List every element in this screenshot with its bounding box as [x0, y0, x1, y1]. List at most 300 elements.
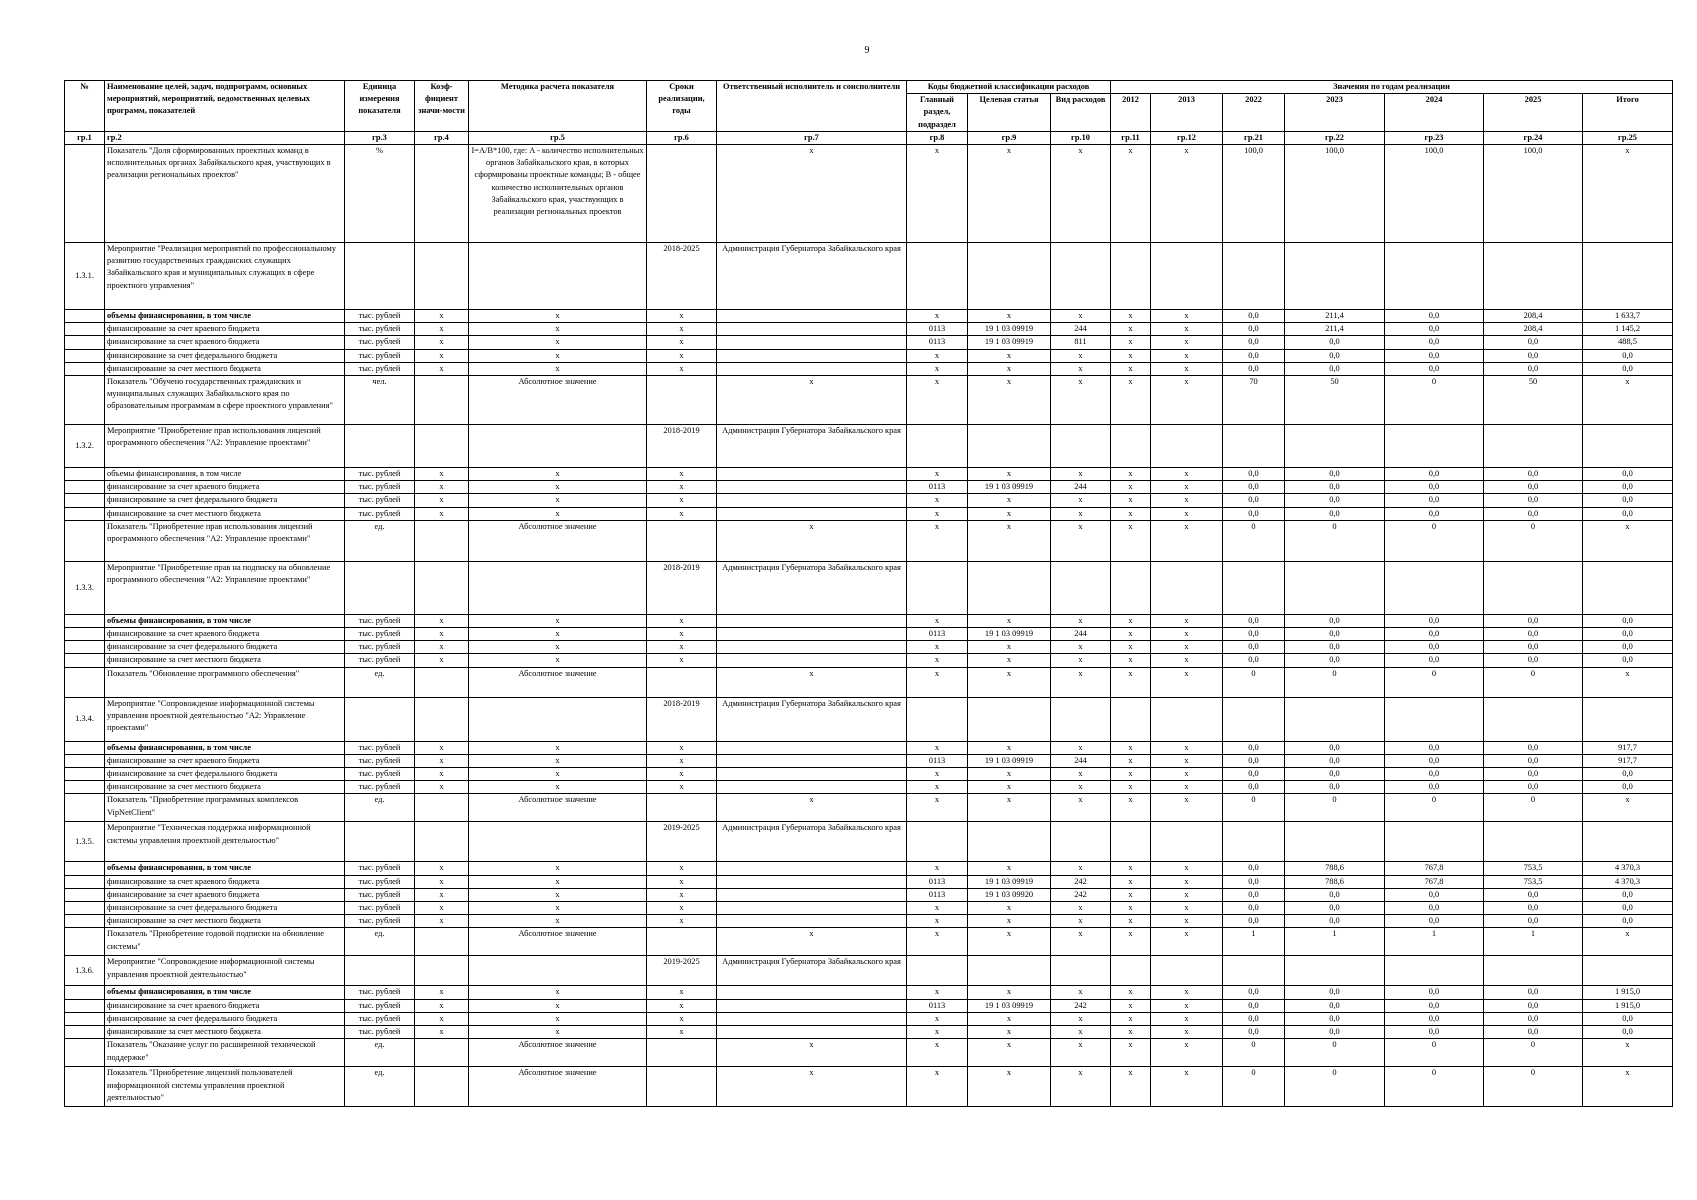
- column-number: гр.3: [345, 131, 415, 144]
- value-cell: 0,0: [1285, 481, 1385, 494]
- responsible-cell: [717, 494, 907, 507]
- value-cell: [1583, 822, 1673, 862]
- value-cell: 0,0: [1484, 1026, 1583, 1039]
- value-cell: [1051, 697, 1111, 741]
- value-cell: 242: [1051, 888, 1111, 901]
- period-cell: x: [647, 888, 717, 901]
- header-method: Методика расчета показателя: [469, 81, 647, 132]
- value-cell: 4 370,3: [1583, 875, 1673, 888]
- no-cell: [65, 641, 105, 654]
- value-cell: x: [968, 1012, 1051, 1025]
- value-cell: 0,0: [1223, 349, 1285, 362]
- column-number-row: [65, 131, 1673, 144]
- responsible-cell: [717, 310, 907, 323]
- value-cell: 0113: [907, 481, 968, 494]
- financing-row: [65, 614, 1673, 627]
- value-cell: x: [907, 641, 968, 654]
- value-cell: x: [1051, 507, 1111, 520]
- value-cell: x: [1051, 741, 1111, 754]
- value-cell: [1484, 822, 1583, 862]
- financing-name: финансирование за счет федерального бюджета: [105, 1012, 345, 1025]
- value-cell: x: [907, 468, 968, 481]
- header-responsible: Ответственный исполнитель и соисполнители: [717, 81, 907, 132]
- financing-name: финансирование за счет краевого бюджета: [105, 754, 345, 767]
- value-cell: 488,5: [1583, 336, 1673, 349]
- unit-cell: %: [345, 145, 415, 243]
- value-cell: x: [1151, 741, 1223, 754]
- financing-name: финансирование за счет федерального бюджета: [105, 768, 345, 781]
- value-cell: [1484, 243, 1583, 310]
- value-cell: 100,0: [1484, 145, 1583, 243]
- financing-name: финансирование за счет краевого бюджета: [105, 999, 345, 1012]
- value-cell: 0,0: [1223, 1012, 1285, 1025]
- financing-row: [65, 999, 1673, 1012]
- financing-name: финансирование за счет местного бюджета: [105, 781, 345, 794]
- financing-row: [65, 654, 1673, 667]
- value-cell: 0,0: [1484, 481, 1583, 494]
- financing-row: [65, 741, 1673, 754]
- method-cell: I=A/B*100, где: A - количество исполнительных органов Забайкальского края, в которых сформированы проектные команды; B - общее количество исполнительных органов Забайкальского края, участвующих в реализации региональных проектов: [469, 145, 647, 243]
- value-cell: x: [1151, 654, 1223, 667]
- coef-cell: x: [415, 628, 469, 641]
- responsible-cell: [717, 468, 907, 481]
- value-cell: [1223, 697, 1285, 741]
- value-cell: [907, 697, 968, 741]
- value-cell: 0,0: [1285, 507, 1385, 520]
- value-cell: [1223, 822, 1285, 862]
- method-cell: x: [469, 349, 647, 362]
- value-cell: 0,0: [1285, 888, 1385, 901]
- value-cell: 1: [1285, 928, 1385, 956]
- value-cell: [1051, 425, 1111, 468]
- unit-cell: тыс. рублей: [345, 999, 415, 1012]
- value-cell: 0,0: [1385, 1012, 1484, 1025]
- no-cell: [65, 875, 105, 888]
- value-cell: x: [1051, 494, 1111, 507]
- value-cell: [1051, 822, 1111, 862]
- value-cell: x: [1111, 781, 1151, 794]
- no-cell: [65, 520, 105, 561]
- value-cell: 0: [1385, 667, 1484, 697]
- event-number: 1.3.3.: [65, 561, 105, 614]
- period-cell: x: [647, 614, 717, 627]
- value-cell: 0: [1484, 794, 1583, 822]
- coef-cell: x: [415, 494, 469, 507]
- coef-cell: x: [415, 362, 469, 375]
- period-cell: 2018-2025: [647, 243, 717, 310]
- value-cell: 0,0: [1285, 915, 1385, 928]
- value-cell: 0: [1385, 1067, 1484, 1107]
- method-cell: x: [469, 986, 647, 999]
- value-cell: x: [1151, 986, 1223, 999]
- no-cell: [65, 614, 105, 627]
- column-number: гр.6: [647, 131, 717, 144]
- value-cell: [1285, 561, 1385, 614]
- responsible-cell: x: [717, 928, 907, 956]
- value-cell: x: [968, 614, 1051, 627]
- period-cell: x: [647, 494, 717, 507]
- method-cell: x: [469, 323, 647, 336]
- value-cell: x: [1051, 654, 1111, 667]
- value-cell: 0,0: [1223, 362, 1285, 375]
- column-number: гр.11: [1111, 131, 1151, 144]
- value-cell: 0,0: [1223, 468, 1285, 481]
- value-cell: x: [968, 741, 1051, 754]
- value-cell: 0,0: [1484, 754, 1583, 767]
- value-cell: x: [1151, 667, 1223, 697]
- value-cell: 0,0: [1484, 494, 1583, 507]
- value-cell: x: [1111, 349, 1151, 362]
- value-cell: [1285, 425, 1385, 468]
- header-year-2024: 2024: [1385, 94, 1484, 132]
- event-row: [65, 425, 1673, 468]
- value-cell: x: [1151, 1039, 1223, 1067]
- unit-cell: [345, 561, 415, 614]
- value-cell: [1151, 697, 1223, 741]
- column-number: гр.4: [415, 131, 469, 144]
- value-cell: 0,0: [1583, 641, 1673, 654]
- column-number: гр.2: [105, 131, 345, 144]
- value-cell: x: [1111, 628, 1151, 641]
- financing-row: [65, 1012, 1673, 1025]
- responsible-cell: x: [717, 376, 907, 425]
- value-cell: [1151, 425, 1223, 468]
- coef-cell: x: [415, 323, 469, 336]
- value-cell: [968, 956, 1051, 986]
- value-cell: x: [1111, 376, 1151, 425]
- value-cell: 0113: [907, 628, 968, 641]
- value-cell: [1111, 956, 1151, 986]
- responsible-cell: [717, 323, 907, 336]
- value-cell: [1151, 243, 1223, 310]
- period-cell: x: [647, 1026, 717, 1039]
- unit-cell: тыс. рублей: [345, 481, 415, 494]
- value-cell: x: [1111, 336, 1151, 349]
- header-total: Итого: [1583, 94, 1673, 132]
- method-cell: [469, 697, 647, 741]
- method-cell: x: [469, 888, 647, 901]
- value-cell: 70: [1223, 376, 1285, 425]
- value-cell: 0: [1385, 376, 1484, 425]
- value-cell: 0,0: [1583, 1012, 1673, 1025]
- value-cell: x: [1051, 781, 1111, 794]
- value-cell: 0,0: [1385, 754, 1484, 767]
- value-cell: [968, 697, 1051, 741]
- responsible-cell: [717, 862, 907, 875]
- event-row: [65, 956, 1673, 986]
- value-cell: x: [1151, 754, 1223, 767]
- value-cell: x: [1151, 915, 1223, 928]
- value-cell: [1051, 956, 1111, 986]
- value-cell: 0: [1285, 1039, 1385, 1067]
- value-cell: 1: [1385, 928, 1484, 956]
- no-cell: [65, 928, 105, 956]
- unit-cell: тыс. рублей: [345, 641, 415, 654]
- unit-cell: тыс. рублей: [345, 468, 415, 481]
- value-cell: 242: [1051, 875, 1111, 888]
- financing-name: финансирование за счет федерального бюджета: [105, 494, 345, 507]
- value-cell: 0,0: [1223, 754, 1285, 767]
- value-cell: x: [1111, 362, 1151, 375]
- coef-cell: x: [415, 336, 469, 349]
- value-cell: x: [968, 376, 1051, 425]
- value-cell: [1223, 956, 1285, 986]
- responsible-cell: x: [717, 145, 907, 243]
- no-cell: [65, 986, 105, 999]
- indicator-row: [65, 667, 1673, 697]
- value-cell: 0,0: [1583, 468, 1673, 481]
- unit-cell: тыс. рублей: [345, 507, 415, 520]
- value-cell: 0,0: [1285, 754, 1385, 767]
- value-cell: 0,0: [1583, 362, 1673, 375]
- event-number: 1.3.4.: [65, 697, 105, 741]
- no-cell: [65, 1012, 105, 1025]
- value-cell: x: [1111, 323, 1151, 336]
- value-cell: 0: [1484, 667, 1583, 697]
- financing-name: финансирование за счет краевого бюджета: [105, 336, 345, 349]
- value-cell: [1151, 561, 1223, 614]
- value-cell: 0: [1223, 1067, 1285, 1107]
- value-cell: x: [1111, 310, 1151, 323]
- coef-cell: [415, 425, 469, 468]
- event-row: [65, 561, 1673, 614]
- financing-name: объемы финансирования, в том числе: [105, 614, 345, 627]
- financing-name: финансирование за счет краевого бюджета: [105, 888, 345, 901]
- value-cell: x: [1111, 667, 1151, 697]
- method-cell: x: [469, 902, 647, 915]
- value-cell: 0,0: [1385, 1026, 1484, 1039]
- financing-row: [65, 986, 1673, 999]
- value-cell: 0,0: [1484, 986, 1583, 999]
- period-cell: x: [647, 654, 717, 667]
- value-cell: 0,0: [1484, 349, 1583, 362]
- value-cell: x: [1151, 494, 1223, 507]
- value-cell: 1 145,2: [1583, 323, 1673, 336]
- financing-row: [65, 875, 1673, 888]
- value-cell: 0,0: [1285, 1026, 1385, 1039]
- value-cell: 0,0: [1385, 507, 1484, 520]
- unit-cell: тыс. рублей: [345, 349, 415, 362]
- value-cell: x: [968, 781, 1051, 794]
- value-cell: [1223, 561, 1285, 614]
- value-cell: x: [1051, 902, 1111, 915]
- value-cell: 50: [1484, 376, 1583, 425]
- value-cell: 0,0: [1223, 654, 1285, 667]
- financing-name: объемы финансирования, в том числе: [105, 468, 345, 481]
- unit-cell: тыс. рублей: [345, 888, 415, 901]
- value-cell: x: [907, 614, 968, 627]
- value-cell: x: [968, 915, 1051, 928]
- value-cell: [1385, 697, 1484, 741]
- financing-name: финансирование за счет местного бюджета: [105, 1026, 345, 1039]
- value-cell: 0: [1285, 1067, 1385, 1107]
- value-cell: 19 1 03 09919: [968, 628, 1051, 641]
- no-cell: [65, 1026, 105, 1039]
- column-number: гр.8: [907, 131, 968, 144]
- value-cell: x: [1051, 862, 1111, 875]
- value-cell: x: [1051, 1012, 1111, 1025]
- method-cell: x: [469, 614, 647, 627]
- unit-cell: тыс. рублей: [345, 862, 415, 875]
- financing-name: объемы финансирования, в том числе: [105, 310, 345, 323]
- value-cell: 19 1 03 09919: [968, 875, 1051, 888]
- event-name: Мероприятие "Техническая поддержка информационной системы управления проектной деятельностью": [105, 822, 345, 862]
- value-cell: 0: [1285, 667, 1385, 697]
- value-cell: 788,6: [1285, 875, 1385, 888]
- method-cell: x: [469, 362, 647, 375]
- value-cell: 0,0: [1223, 862, 1285, 875]
- period-cell: x: [647, 781, 717, 794]
- financing-row: [65, 915, 1673, 928]
- value-cell: 0,0: [1285, 781, 1385, 794]
- coef-cell: x: [415, 654, 469, 667]
- value-cell: x: [1583, 667, 1673, 697]
- value-cell: x: [1151, 376, 1223, 425]
- method-cell: [469, 425, 647, 468]
- value-cell: 0,0: [1583, 507, 1673, 520]
- value-cell: 0,0: [1385, 494, 1484, 507]
- value-cell: 0,0: [1484, 614, 1583, 627]
- header-budget-group: Коды бюджетной классификации расходов: [907, 81, 1111, 94]
- unit-cell: тыс. рублей: [345, 323, 415, 336]
- unit-cell: ед.: [345, 928, 415, 956]
- no-cell: [65, 654, 105, 667]
- indicator-row: [65, 794, 1673, 822]
- value-cell: 0,0: [1223, 986, 1285, 999]
- value-cell: [907, 822, 968, 862]
- value-cell: [1151, 822, 1223, 862]
- value-cell: [968, 822, 1051, 862]
- value-cell: x: [1151, 145, 1223, 243]
- value-cell: 0,0: [1223, 915, 1285, 928]
- value-cell: 0,0: [1484, 781, 1583, 794]
- indicator-name: Показатель "Обновление программного обеспечения": [105, 667, 345, 697]
- table-body: [65, 131, 1673, 1106]
- responsible-cell: [717, 1026, 907, 1039]
- period-cell: x: [647, 481, 717, 494]
- column-number: гр.22: [1285, 131, 1385, 144]
- value-cell: x: [1051, 145, 1111, 243]
- value-cell: [1385, 561, 1484, 614]
- value-cell: x: [1111, 145, 1151, 243]
- value-cell: 0,0: [1583, 614, 1673, 627]
- value-cell: 0,0: [1223, 507, 1285, 520]
- coef-cell: x: [415, 781, 469, 794]
- indicator-row: [65, 520, 1673, 561]
- value-cell: 0,0: [1385, 654, 1484, 667]
- no-cell: [65, 794, 105, 822]
- value-cell: 100,0: [1285, 145, 1385, 243]
- financing-name: финансирование за счет краевого бюджета: [105, 481, 345, 494]
- financing-name: объемы финансирования, в том числе: [105, 986, 345, 999]
- value-cell: 50: [1285, 376, 1385, 425]
- period-cell: [647, 520, 717, 561]
- value-cell: x: [1151, 614, 1223, 627]
- value-cell: 208,4: [1484, 310, 1583, 323]
- responsible-cell: x: [717, 1039, 907, 1067]
- value-cell: 0,0: [1385, 641, 1484, 654]
- responsible-cell: x: [717, 794, 907, 822]
- value-cell: x: [968, 349, 1051, 362]
- value-cell: 0,0: [1484, 468, 1583, 481]
- responsible-cell: [717, 362, 907, 375]
- value-cell: x: [1151, 928, 1223, 956]
- value-cell: x: [1151, 468, 1223, 481]
- method-cell: Абсолютное значение: [469, 794, 647, 822]
- unit-cell: тыс. рублей: [345, 654, 415, 667]
- period-cell: x: [647, 468, 717, 481]
- unit-cell: тыс. рублей: [345, 1012, 415, 1025]
- financing-row: [65, 902, 1673, 915]
- period-cell: 2019-2025: [647, 956, 717, 986]
- value-cell: 0,0: [1583, 781, 1673, 794]
- value-cell: [1111, 561, 1151, 614]
- value-cell: x: [907, 667, 968, 697]
- period-cell: [647, 667, 717, 697]
- value-cell: [1285, 956, 1385, 986]
- method-cell: x: [469, 654, 647, 667]
- unit-cell: тыс. рублей: [345, 781, 415, 794]
- responsible-cell: [717, 999, 907, 1012]
- value-cell: 1 633,7: [1583, 310, 1673, 323]
- value-cell: 767,8: [1385, 875, 1484, 888]
- responsible-cell: Администрация Губернатора Забайкальского края: [717, 956, 907, 986]
- value-cell: 0113: [907, 323, 968, 336]
- value-cell: 0,0: [1385, 349, 1484, 362]
- value-cell: [1111, 822, 1151, 862]
- value-cell: x: [907, 507, 968, 520]
- value-cell: x: [968, 862, 1051, 875]
- value-cell: [1583, 425, 1673, 468]
- unit-cell: тыс. рублей: [345, 754, 415, 767]
- method-cell: x: [469, 494, 647, 507]
- coef-cell: x: [415, 1012, 469, 1025]
- value-cell: x: [907, 915, 968, 928]
- value-cell: [1051, 561, 1111, 614]
- method-cell: x: [469, 875, 647, 888]
- value-cell: 0: [1223, 667, 1285, 697]
- value-cell: [1385, 425, 1484, 468]
- value-cell: x: [968, 1026, 1051, 1039]
- value-cell: x: [968, 310, 1051, 323]
- responsible-cell: [717, 875, 907, 888]
- no-cell: [65, 915, 105, 928]
- coef-cell: x: [415, 481, 469, 494]
- event-name: Мероприятие "Сопровождение информационной системы управления проектной деятельностью "А2: Управление проектами": [105, 697, 345, 741]
- column-number: гр.21: [1223, 131, 1285, 144]
- financing-name: финансирование за счет местного бюджета: [105, 654, 345, 667]
- unit-cell: ед.: [345, 520, 415, 561]
- value-cell: 19 1 03 09920: [968, 888, 1051, 901]
- responsible-cell: Администрация Губернатора Забайкальского края: [717, 822, 907, 862]
- header-year-2025: 2025: [1484, 94, 1583, 132]
- value-cell: x: [968, 1039, 1051, 1067]
- financing-row: [65, 507, 1673, 520]
- period-cell: x: [647, 741, 717, 754]
- column-number: гр.12: [1151, 131, 1223, 144]
- value-cell: 211,4: [1285, 323, 1385, 336]
- value-cell: x: [1583, 928, 1673, 956]
- value-cell: 0,0: [1484, 768, 1583, 781]
- value-cell: 0113: [907, 875, 968, 888]
- event-number: 1.3.2.: [65, 425, 105, 468]
- unit-cell: ед.: [345, 1039, 415, 1067]
- value-cell: [1583, 956, 1673, 986]
- coef-cell: x: [415, 507, 469, 520]
- period-cell: x: [647, 641, 717, 654]
- value-cell: x: [1051, 349, 1111, 362]
- value-cell: x: [1151, 1026, 1223, 1039]
